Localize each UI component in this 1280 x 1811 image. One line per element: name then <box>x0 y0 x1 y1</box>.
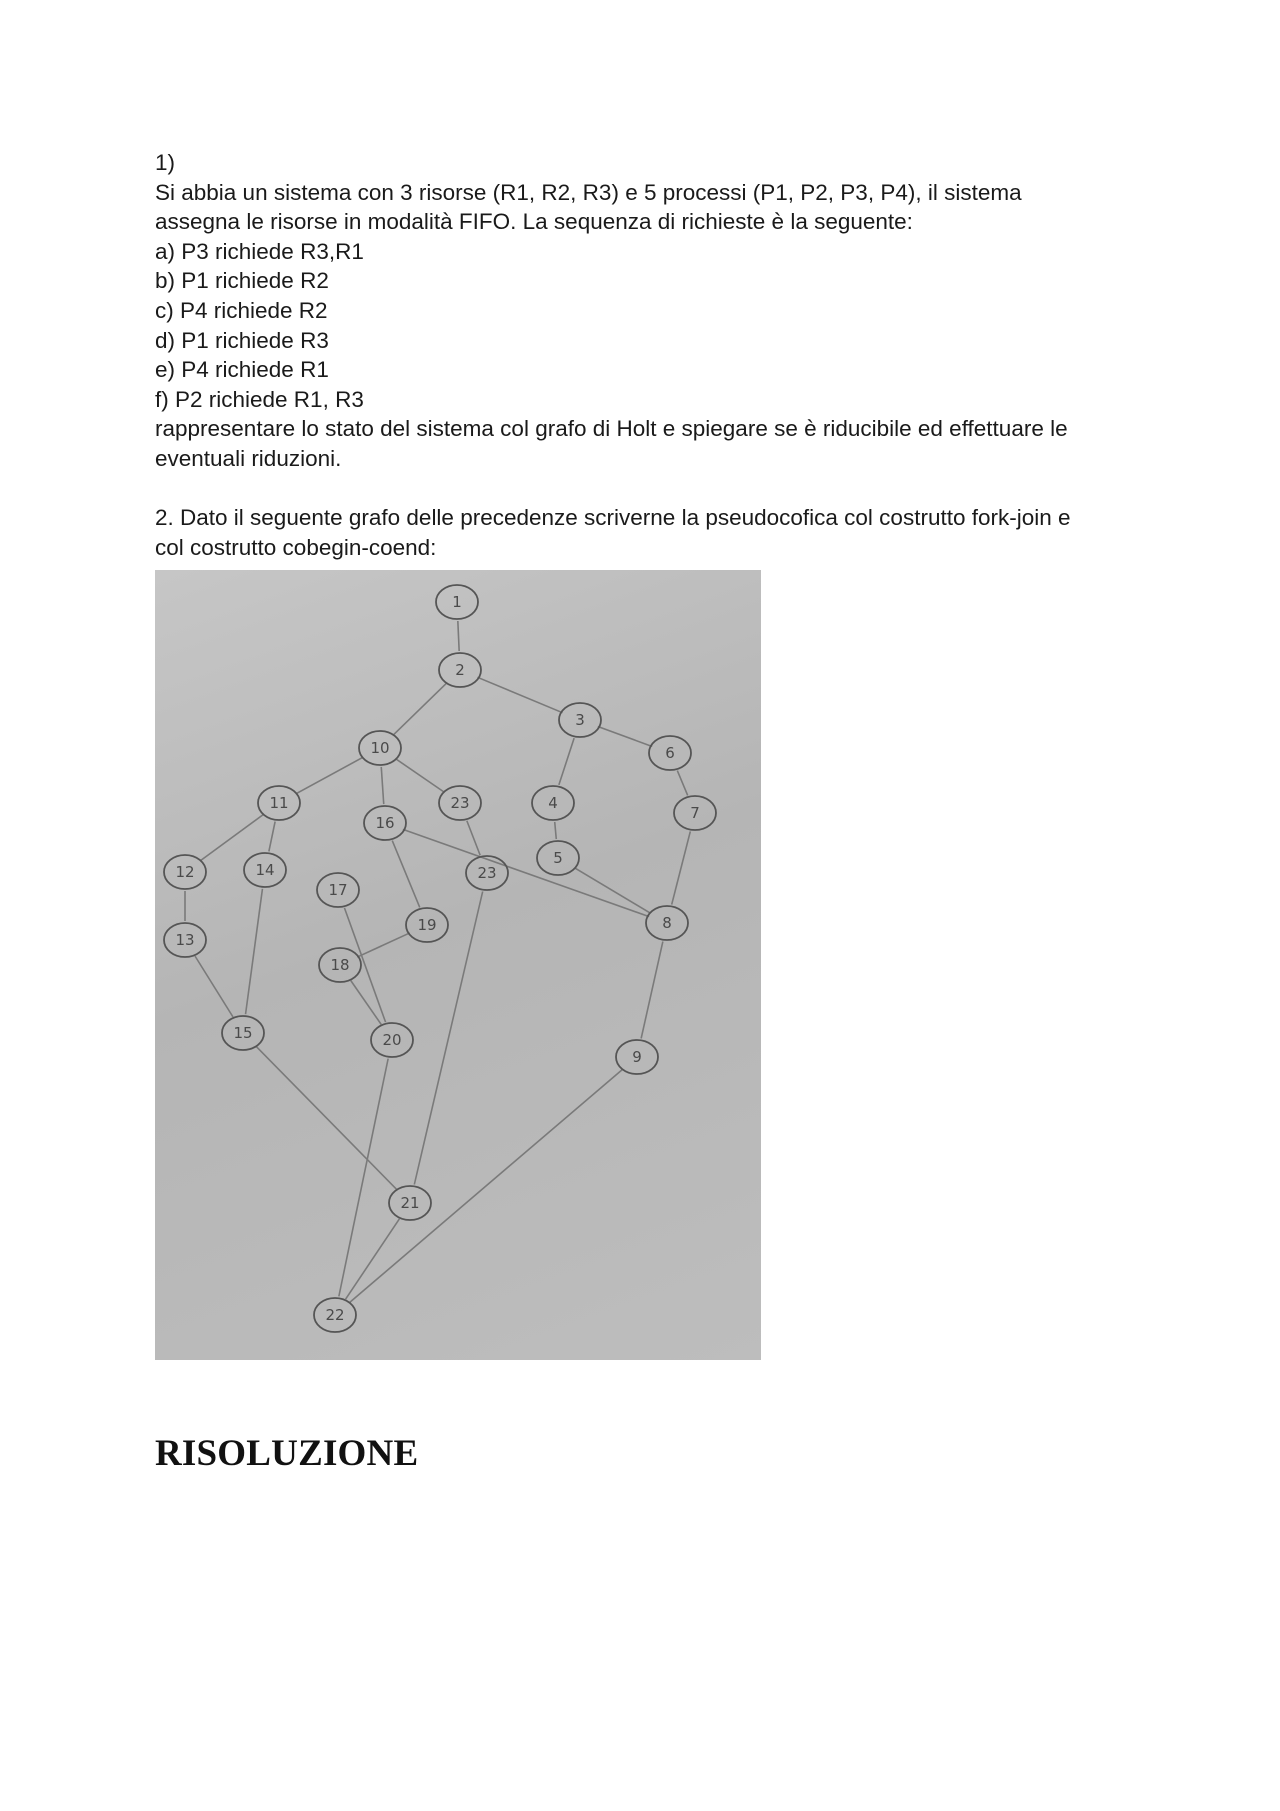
graph-edge <box>677 771 687 796</box>
graph-edge <box>351 981 381 1025</box>
graph-edge <box>392 841 420 908</box>
graph-edge <box>381 767 383 804</box>
graph-node-label: 9 <box>632 1048 642 1066</box>
graph-node-label: 12 <box>175 863 195 881</box>
graph-edge <box>349 1069 622 1302</box>
graph-edge <box>200 814 263 861</box>
precedence-graph <box>155 570 761 1360</box>
graph-node-label: 17 <box>328 881 348 899</box>
graph-node-label: 4 <box>548 794 558 812</box>
graph-edge <box>269 822 275 852</box>
graph-node-label: 10 <box>370 739 390 757</box>
exercise-1-intro-line-2: assegna le risorse in modalità FIFO. La sequenza di richieste è la seguente: <box>155 209 913 235</box>
request-item: a) P3 richiede R3,R1 <box>155 238 364 264</box>
exercise-2-line-2: col costrutto cobegin-coend: <box>155 534 437 560</box>
request-item: c) P4 richiede R2 <box>155 297 328 323</box>
exercise-2-line-1: 2. Dato il seguente grafo delle precedenze scriverne la pseudocofica col costrutto fork-join e <box>155 505 1071 531</box>
paragraph-gap <box>155 474 1135 504</box>
exercise-1-number: 1) <box>155 150 176 175</box>
graph-edge <box>559 738 574 785</box>
graph-edge <box>396 759 445 792</box>
graph-node-label: 22 <box>325 1306 345 1324</box>
graph-edge <box>344 908 385 1022</box>
graph-node-label: 5 <box>553 849 563 867</box>
graph-edge <box>467 821 480 856</box>
graph-node-label: 8 <box>662 914 672 932</box>
exercise-1-intro-line-1: Si abbia un sistema con 3 risorse (R1, R2, R3) e 5 processi (P1, P2, P3, P4), il sistema <box>155 179 1022 205</box>
graph-node-label: 19 <box>417 916 437 934</box>
request-item: e) P4 richiede R1 <box>155 357 329 383</box>
graph-node-label: 13 <box>175 931 195 949</box>
graph-edge <box>672 831 691 904</box>
graph-node-label: 11 <box>269 794 289 812</box>
exercise-1-task-line-1: rappresentare lo stato del sistema col grafo di Holt e spiegare se è riducibile ed effettuare le <box>155 416 1068 442</box>
graph-edge <box>403 829 649 916</box>
request-item: b) P1 richiede R2 <box>155 268 329 294</box>
graph-node-label: 16 <box>375 814 395 832</box>
resolution-heading: RISOLUZIONE <box>155 1433 419 1474</box>
graph-edge <box>641 942 663 1039</box>
graph-node-label: 18 <box>330 956 350 974</box>
graph-edge <box>195 956 233 1017</box>
graph-edge <box>598 727 652 747</box>
request-item: d) P1 richiede R3 <box>155 327 329 353</box>
graph-node-label: 23 <box>450 794 470 812</box>
graph-node-label: 6 <box>665 744 675 762</box>
graph-node-label: 2 <box>455 661 465 679</box>
graph-edge <box>574 868 650 914</box>
graph-node-label: 14 <box>255 861 275 879</box>
graph-edge <box>394 683 447 734</box>
graph-node-label: 15 <box>233 1024 253 1042</box>
graph-edge <box>414 892 482 1185</box>
exercise-1-task-line-2: eventuali riduzioni. <box>155 445 342 471</box>
graph-node-label: 21 <box>400 1194 420 1212</box>
graph-node-label: 3 <box>575 711 585 729</box>
document-body <box>155 148 1135 562</box>
graph-edge <box>339 1059 388 1297</box>
graph-edge <box>555 822 557 839</box>
graph-edge <box>458 621 459 651</box>
graph-edge <box>296 757 364 794</box>
graph-node-label: 1 <box>452 593 462 611</box>
graph-edge <box>346 1219 400 1299</box>
graph-edge <box>246 889 263 1014</box>
graph-edge <box>478 677 563 712</box>
graph-node-label: 7 <box>690 804 700 822</box>
graph-node-label: 23 <box>477 864 497 882</box>
graph-node-label: 20 <box>382 1031 402 1049</box>
precedence-graph-photo <box>155 570 761 1360</box>
request-item: f) P2 richiede R1, R3 <box>155 386 364 412</box>
graph-edge <box>357 933 409 957</box>
